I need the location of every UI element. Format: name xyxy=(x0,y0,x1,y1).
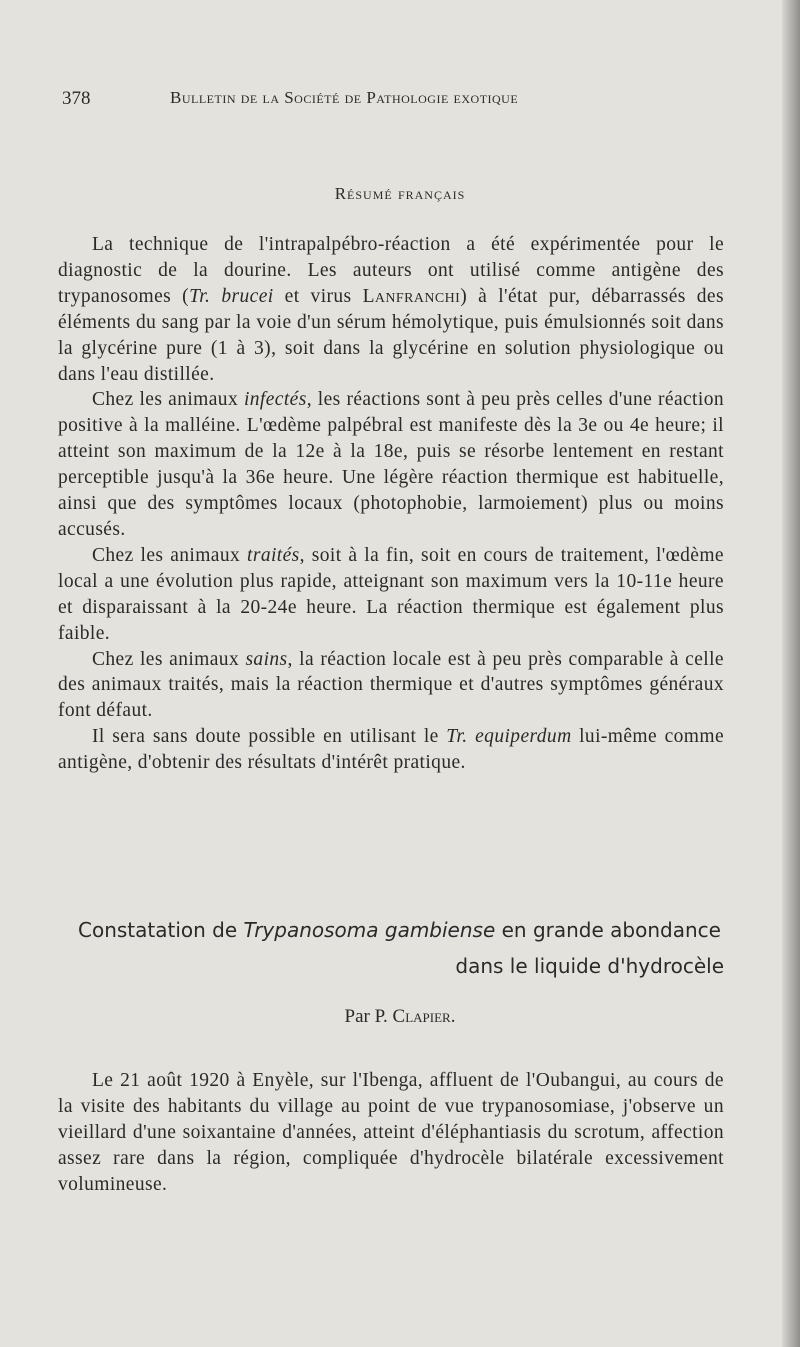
resume-paragraph-2: Chez les animaux infectés, les réactions sont à peu près celles d'une réaction positive à la malléine. L'œdème palpébral est manifeste dès la 3e ou 4e heure; il atteint son maximum de la 12e à la 18e, puis se résorbe lentement en restant perceptible jusqu'à la 36e heure. Une légère réaction thermique est habituelle, ainsi que des symptômes locaux (photophobie, larmoiement) plus ou moins accusés. xyxy=(58,389,724,540)
resume-body xyxy=(58,232,724,776)
running-title: Bulletin de la Société de Pathologie exotique xyxy=(170,88,519,107)
page-header xyxy=(62,88,738,112)
page-number: 378 xyxy=(62,88,91,109)
resume-paragraph-4: Chez les animaux sains, la réaction locale est à peu près comparable à celle des animaux traités, mais la réaction thermique et d'autres symptômes généraux font défaut. xyxy=(58,648,724,722)
article-title xyxy=(78,912,724,984)
resume-paragraph-5: Il sera sans doute possible en utilisant le Tr. equiperdum lui-même comme antigène, d'obtenir des résultats d'intérêt pratique. xyxy=(58,726,724,774)
author-name: Clapier. xyxy=(392,1006,456,1027)
resume-title: Résumé français xyxy=(334,184,466,203)
article-body xyxy=(58,1068,724,1198)
resume-paragraph-1: La technique de l'intrapalpébro-réaction a été expérimentée pour le diagnostic de la dourine. Les auteurs ont utilisé comme antigène des trypanosomes (Tr. brucei et virus Lanfranchi) à l'état pur, débarrassés des éléments du sang par la voie d'un sérum hémolytique, puis émulsionnés soit dans la glycérine pure (1 à 3), soit dans la glycérine en solution physiologique ou dans l'eau distillée. xyxy=(58,234,724,385)
article-paragraph-1: Le 21 août 1920 à Enyèle, sur l'Ibenga, affluent de l'Oubangui, au cours de la visite des habitants du village au point de vue trypanosomiase, j'observe un vieillard d'une soixantaine d'années, atteint d'éléphantiasis du scrotum, affection assez rare dans la région, compliquée d'hydrocèle bilatérale excessivement volumineuse. xyxy=(58,1070,724,1195)
article-byline: Par P. Clapier. xyxy=(344,1006,456,1027)
resume-paragraph-3: Chez les animaux traités, soit à la fin, soit en cours de traitement, l'œdème local a une évolution plus rapide, atteignant son maximum vers la 10-11e heure et disparaissant à la 20-24e heure. La réaction thermique est également plus faible. xyxy=(58,544,724,644)
article-title-line-2: dans le liquide d'hydrocèle xyxy=(455,954,724,978)
article-title-line-1: Constatation de Trypanosoma gambiense en grande abondance xyxy=(78,918,721,942)
